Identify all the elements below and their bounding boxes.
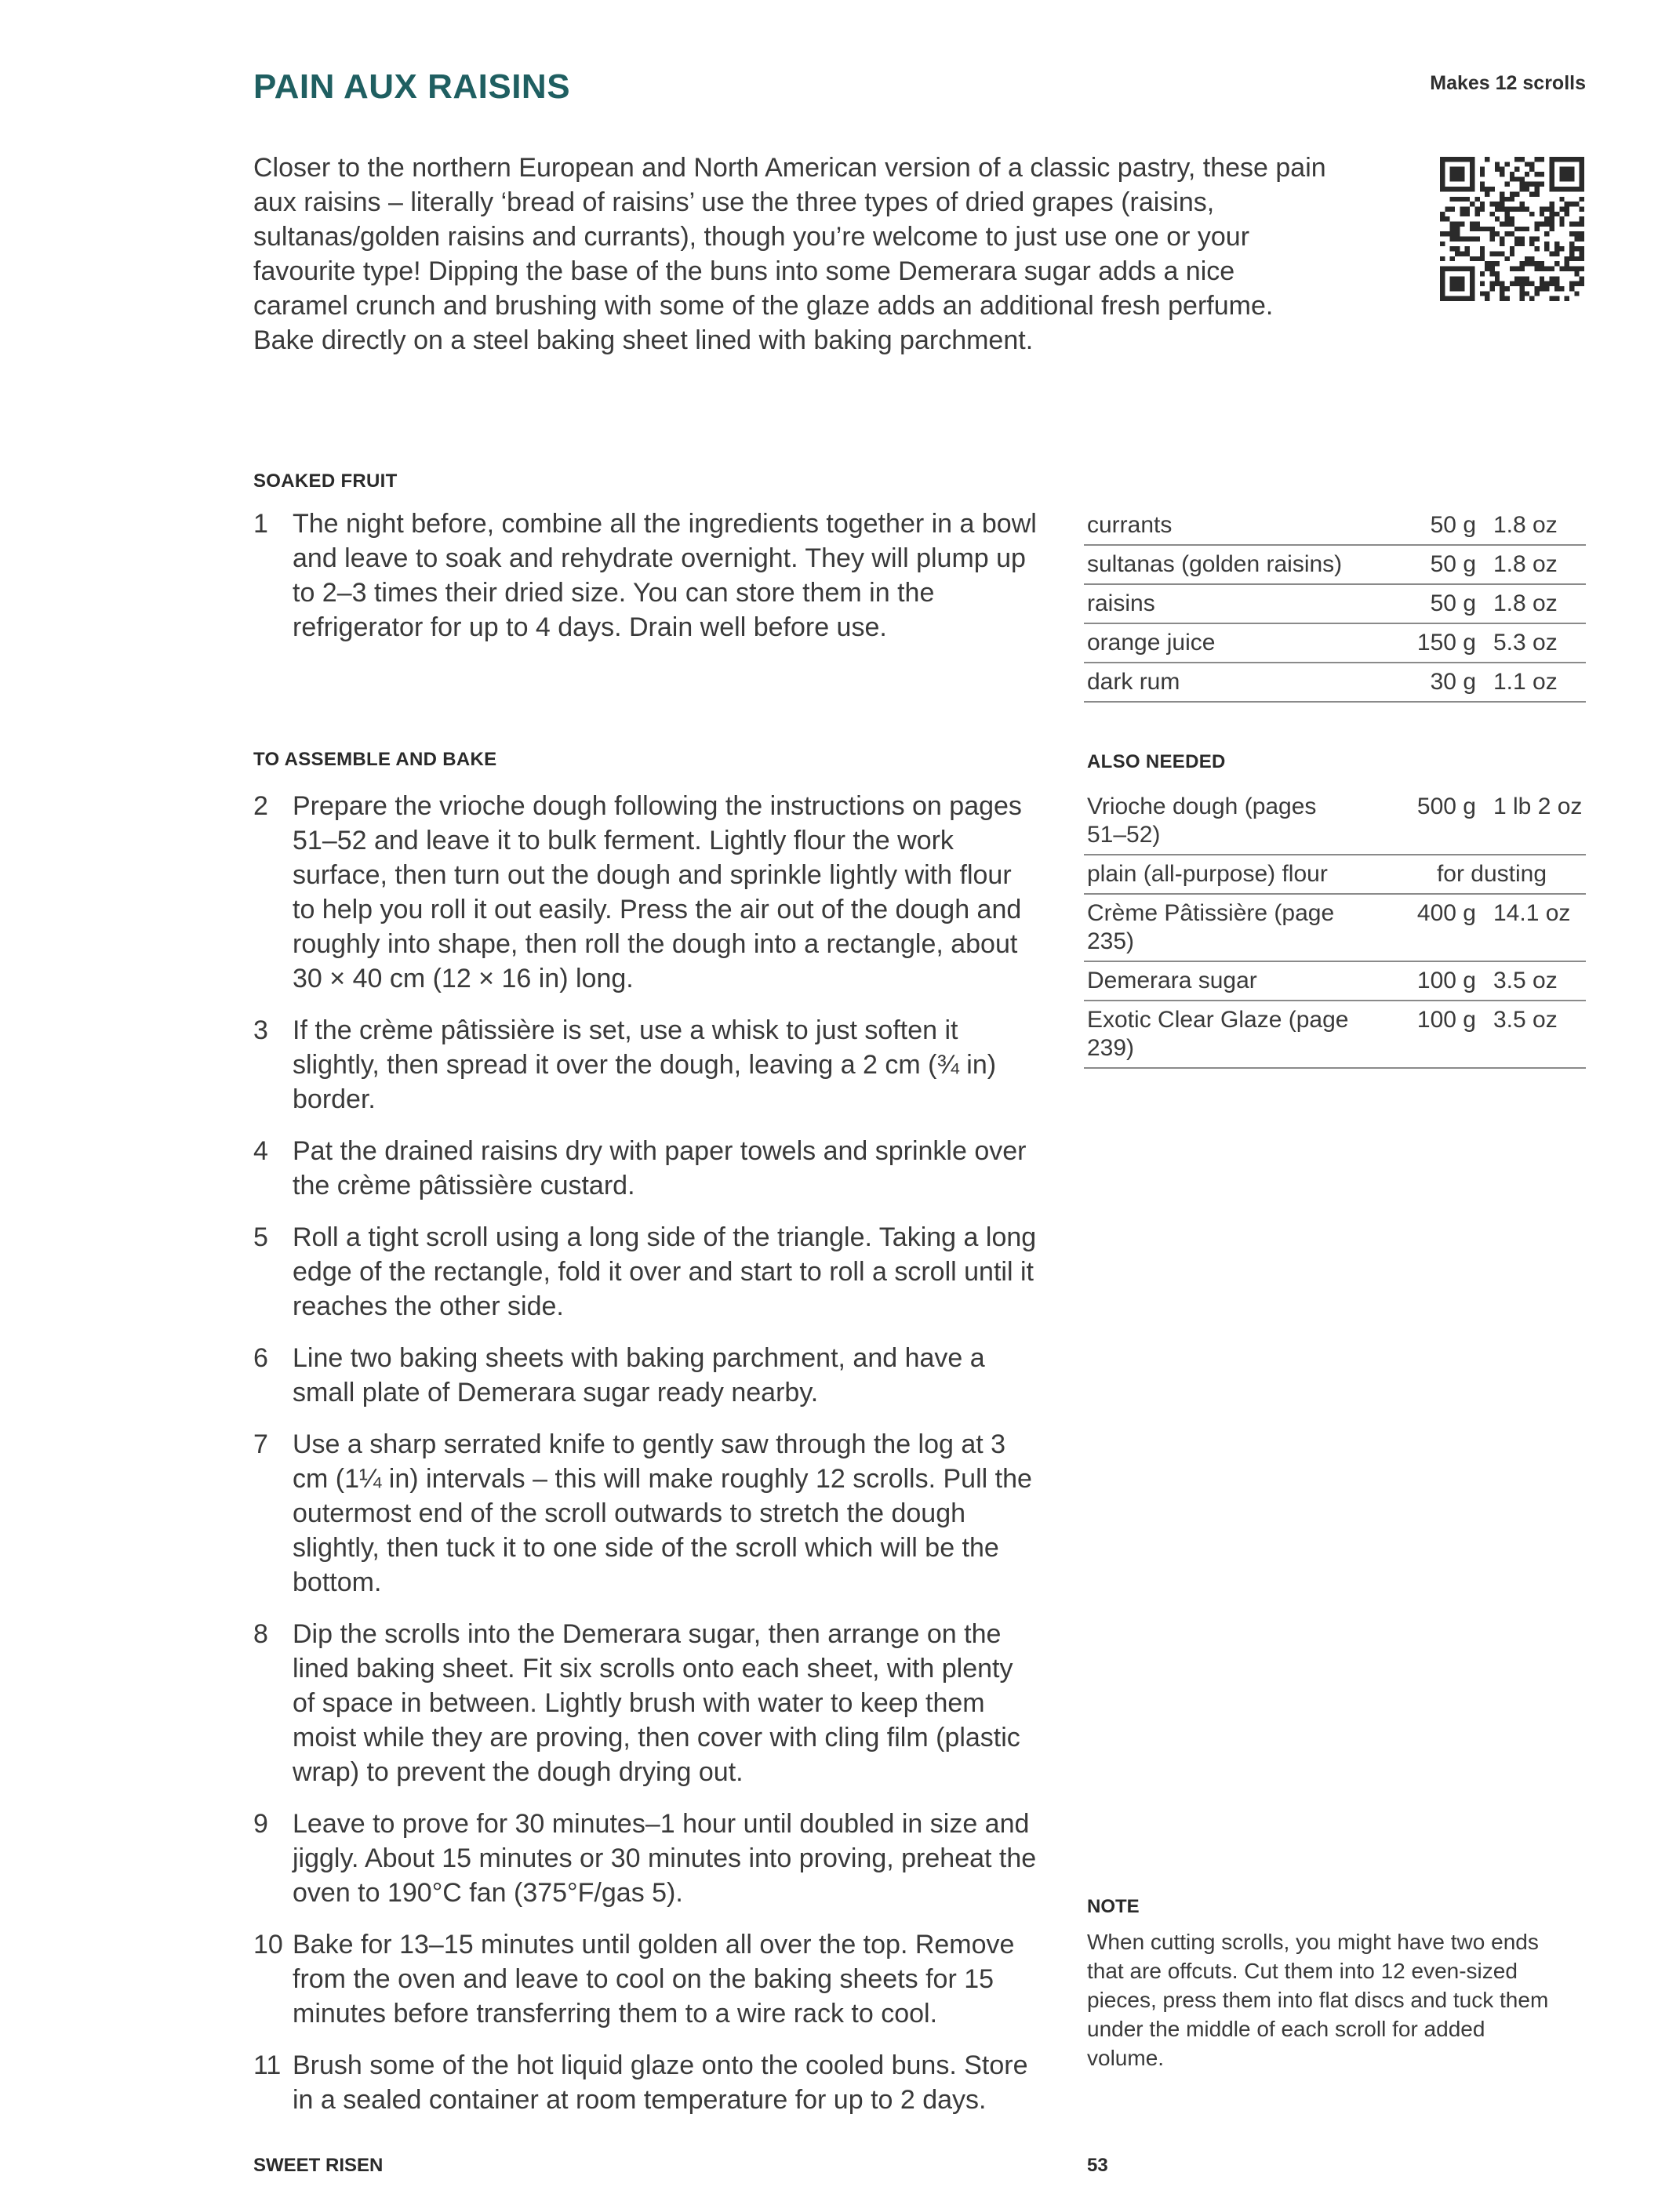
ingredient-metric: 500 g bbox=[1398, 788, 1493, 855]
ingredient-name: orange juice bbox=[1084, 623, 1398, 663]
ingredient-imperial: 5.3 oz bbox=[1493, 623, 1586, 663]
step-number: 10 bbox=[253, 1930, 283, 1960]
step-text: The night before, combine all the ingredients together in a bowl and leave to soak and rehydrate overnight. They will plump up to 2–3 times their dried size. You can store them in the refrigerator for up to 4 days. Drain well before use. bbox=[293, 509, 1037, 642]
step-text: Pat the drained raisins dry with paper towels and sprinkle over the crème pâtissière custard. bbox=[293, 1136, 1027, 1200]
method-step bbox=[253, 1134, 1038, 1203]
page-number: 53 bbox=[1087, 2155, 1108, 2176]
ingredient-row bbox=[1084, 663, 1586, 702]
ingredient-row bbox=[1084, 623, 1586, 663]
step-number: 4 bbox=[253, 1136, 268, 1166]
assemble-heading: TO ASSEMBLE AND BAKE bbox=[253, 749, 497, 770]
step-text: Line two baking sheets with baking parchment, and have a small plate of Demerara sugar ready nearby. bbox=[293, 1343, 985, 1407]
ingredient-metric: 400 g bbox=[1398, 894, 1493, 961]
ingredient-imperial: 1 lb 2 oz bbox=[1493, 788, 1586, 855]
ingredient-name: dark rum bbox=[1084, 663, 1398, 702]
note-heading: NOTE bbox=[1087, 1896, 1140, 1917]
ingredient-row bbox=[1084, 855, 1586, 894]
ingredient-metric: 50 g bbox=[1398, 507, 1493, 545]
step-number: 9 bbox=[253, 1809, 268, 1839]
method-step bbox=[253, 2048, 1038, 2117]
ingredient-row bbox=[1084, 894, 1586, 961]
ingredient-quantity: for dusting bbox=[1398, 855, 1586, 894]
ingredient-metric: 50 g bbox=[1398, 584, 1493, 623]
step-number: 7 bbox=[253, 1429, 268, 1459]
method-step bbox=[253, 1220, 1038, 1324]
ingredient-metric: 50 g bbox=[1398, 545, 1493, 584]
ingredient-imperial: 1.8 oz bbox=[1493, 507, 1586, 545]
ingredient-row bbox=[1084, 1001, 1586, 1068]
recipe-yield: Makes 12 scrolls bbox=[1430, 72, 1586, 94]
qr-code-icon[interactable] bbox=[1440, 157, 1584, 301]
method-step bbox=[253, 1617, 1038, 1789]
also-needed-heading: ALSO NEEDED bbox=[1087, 751, 1226, 772]
step-number: 8 bbox=[253, 1619, 268, 1649]
method-step bbox=[253, 1427, 1038, 1600]
step-text: If the crème pâtissière is set, use a whisk to just soften it slightly, then spread it over the dough, leaving a 2 cm (¾ in) border. bbox=[293, 1015, 997, 1114]
step-number: 11 bbox=[253, 2050, 282, 2080]
also-needed-ingredients bbox=[1084, 788, 1586, 1069]
step-text: Use a sharp serrated knife to gently saw through the log at 3 cm (1¼ in) intervals – this will make roughly 12 scrolls. Pull the outermost end of the scroll outwards to stretch the dough slightly, then tuck it to one side of the scroll which will be the bottom. bbox=[293, 1429, 1032, 1597]
ingredient-row bbox=[1084, 788, 1586, 855]
step-text: Roll a tight scroll using a long side of the triangle. Taking a long edge of the rectangle, fold it over and start to roll a scroll until it reaches the other side. bbox=[293, 1222, 1037, 1321]
method-step bbox=[253, 1013, 1038, 1117]
soaked-fruit-ingredients bbox=[1084, 507, 1586, 703]
ingredient-name: Vrioche dough (pages 51–52) bbox=[1084, 788, 1398, 855]
recipe-title: PAIN AUX RAISINS bbox=[253, 67, 571, 106]
note-text: When cutting scrolls, you might have two ends that are offcuts. Cut them into 12 even-sized pieces, press them into flat discs and tuck them under the middle of each scroll for added volume. bbox=[1087, 1930, 1549, 2070]
method-step bbox=[253, 507, 1038, 645]
step-number: 3 bbox=[253, 1015, 268, 1045]
ingredient-metric: 30 g bbox=[1398, 663, 1493, 702]
step-number: 1 bbox=[253, 509, 268, 539]
method-step bbox=[253, 1807, 1038, 1910]
step-text: Brush some of the hot liquid glaze onto the cooled buns. Store in a sealed container at room temperature for up to 2 days. bbox=[293, 2050, 1028, 2115]
soaked-fruit-steps bbox=[253, 507, 1038, 662]
assemble-steps bbox=[253, 789, 1038, 2134]
footer-section: SWEET RISEN bbox=[253, 2155, 384, 2176]
ingredient-row bbox=[1084, 545, 1586, 584]
step-number: 2 bbox=[253, 791, 268, 821]
ingredient-imperial: 14.1 oz bbox=[1493, 894, 1586, 961]
ingredient-row bbox=[1084, 507, 1586, 545]
step-text: Dip the scrolls into the Demerara sugar, then arrange on the lined baking sheet. Fit six scrolls onto each sheet, with plenty of space in between. Lightly brush with water to keep them moist while they are proving, then cover with cling film (plastic wrap) to prevent the dough drying out. bbox=[293, 1619, 1020, 1787]
step-text: Leave to prove for 30 minutes–1 hour until doubled in size and jiggly. About 15 minutes or 30 minutes into proving, preheat the oven to 190°C fan (375°F/gas 5). bbox=[293, 1809, 1037, 1908]
ingredient-metric: 100 g bbox=[1398, 961, 1493, 1001]
ingredient-imperial: 3.5 oz bbox=[1493, 1001, 1586, 1068]
ingredient-imperial: 3.5 oz bbox=[1493, 961, 1586, 1001]
method-step bbox=[253, 1927, 1038, 2031]
ingredient-name: Crème Pâtissière (page 235) bbox=[1084, 894, 1398, 961]
ingredient-name: currants bbox=[1084, 507, 1398, 545]
step-text: Bake for 13–15 minutes until golden all over the top. Remove from the oven and leave to cool on the baking sheets for 15 minutes before transferring them to a wire rack to cool. bbox=[293, 1930, 1015, 2029]
ingredient-metric: 150 g bbox=[1398, 623, 1493, 663]
ingredient-row bbox=[1084, 961, 1586, 1001]
ingredient-name: plain (all-purpose) flour bbox=[1084, 855, 1398, 894]
ingredient-name: raisins bbox=[1084, 584, 1398, 623]
ingredient-metric: 100 g bbox=[1398, 1001, 1493, 1068]
soaked-fruit-heading: SOAKED FRUIT bbox=[253, 470, 398, 492]
ingredient-imperial: 1.8 oz bbox=[1493, 584, 1586, 623]
ingredient-name: Demerara sugar bbox=[1084, 961, 1398, 1001]
ingredient-name: Exotic Clear Glaze (page 239) bbox=[1084, 1001, 1398, 1068]
step-number: 6 bbox=[253, 1343, 268, 1373]
method-step bbox=[253, 789, 1038, 996]
step-text: Prepare the vrioche dough following the instructions on pages 51–52 and leave it to bulk ferment. Lightly flour the work surface, then turn out the dough and sprinkle lightly with flour to help you roll it out easily. Press the air out of the dough and roughly into shape, then roll the dough into a rectangle, about 30 × 40 cm (12 × 16 in) long. bbox=[293, 791, 1022, 993]
ingredient-name: sultanas (golden raisins) bbox=[1084, 545, 1398, 584]
ingredient-imperial: 1.8 oz bbox=[1493, 545, 1586, 584]
ingredient-imperial: 1.1 oz bbox=[1493, 663, 1586, 702]
recipe-intro: Closer to the northern European and North American version of a classic pastry, these pain aux raisins – literally ‘bread of raisins’ use the three types of dried grapes (raisins, sultanas/golden raisins and currants), though you’re welcome to just use one or your favourite type! Dipping the base of the buns into some Demerara sugar adds a nice caramel crunch and brushing with some of the glaze adds an additional fresh perfume. Bake directly on a steel baking sheet lined with baking parchment. bbox=[253, 153, 1326, 355]
step-number: 5 bbox=[253, 1222, 268, 1252]
ingredient-row bbox=[1084, 584, 1586, 623]
method-step bbox=[253, 1341, 1038, 1410]
